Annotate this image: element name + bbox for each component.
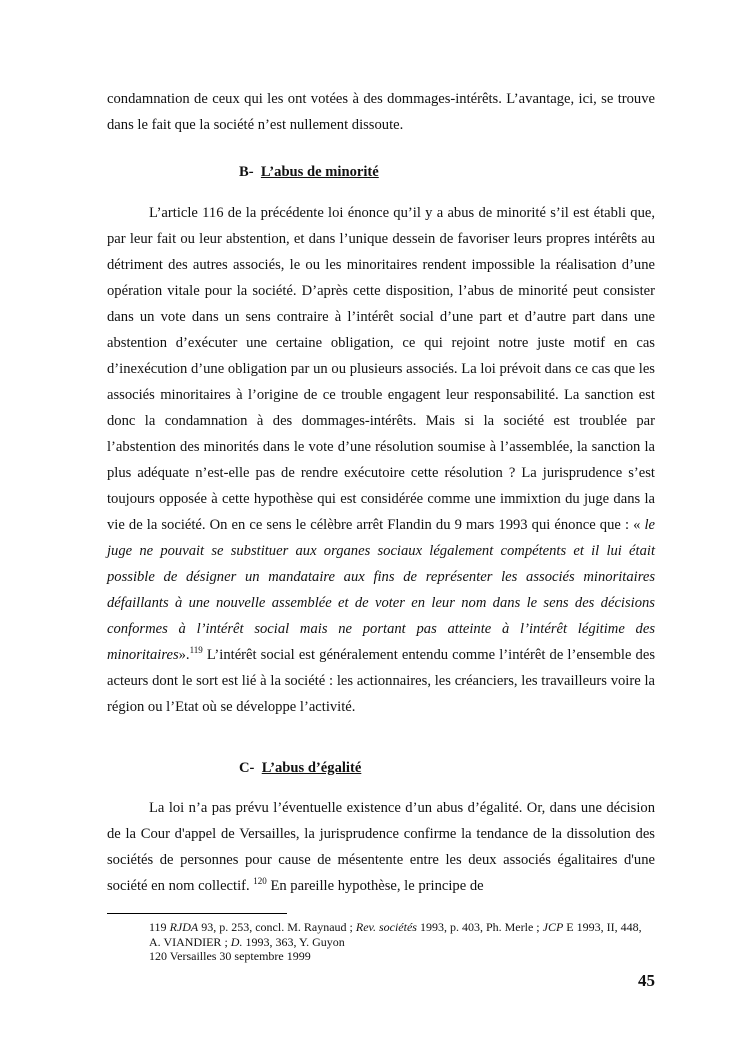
footnote-text: E 1993, II, 448, A. VIANDIER ; (149, 920, 642, 949)
footnote-source: Rev. sociétés (355, 920, 417, 934)
footnote-ref-119[interactable]: 119 (189, 645, 203, 656)
intro-paragraph: condamnation de ceux qui les ont votées à des dommages-intérêts. L’avantage, ici, se trouve dans le fait que la société n’est nullement dissoute. (107, 91, 655, 133)
footnote-120: 120 Versailles 30 septembre 1999 (149, 949, 311, 963)
quote-close: ». (178, 647, 190, 663)
section-b-text: L’article 116 de la précédente loi énonce qu’il y a abus de minorité s’il est établi que, par leur fait ou leur abstention, et dans l’unique dessein de favoriser leurs propres intérêts au détriment des autres associés, le ou les minoritaires rendent impossible la réalisation d’une opération vitale pour la société. D’après cette disposition, l’abus de minorité peut consister dans un vote dans un sens contraire à l’intérêt social d’une part et d’autre part dans une abstention d’exécuter une certaine obligation, ce qui rejoint notre juste motif en cas d’inexécution d’une obligation par un ou plusieurs associés. La loi prévoit dans ce cas que les associés minoritaires à l’origine de ce trouble engagent leur responsabilité. La sanction est donc la condamnation à des dommages-intérêts. Mais si la société est troublée par l’abstention des minorités dans le vote d’une résolution soumise à l’assemblée, la sanction la plus adéquate n’est-elle pas de rendre exécutoire cette résolution ? La jurisprudence s’est toujours opposée à cette hypothèse qui est considérée comme une immixtion du juge dans la vie de la société. On en ce sens le célèbre arrêt Flandin du 9 mars 1993 qui énonce que : « (107, 205, 655, 533)
flandin-quote: le juge ne pouvait se substituer aux organes sociaux légalement compétents et il lui était possible de désigner un mandataire aux fins de représenter les associés minoritaires défaillants à une nouvelle assemblée et de voter en leur nom dans le sens des décisions conformes à l’intérêt social mais ne portant pas atteinte à l’intérêt légitime des minoritaires (107, 517, 655, 663)
footnote-text: 93, p. 253, concl. M. Raynaud ; (198, 920, 356, 934)
section-c-text: La loi n’a pas prévu l’éventuelle existence d’un abus d’égalité. Or, dans une décision de la Cour d'appel de Versailles, la jurisprudence confirme la tendance de la dissolution des sociétés de personnes pour cause de mésentente entre les deux associés égalitaires d'une société en nom collectif. (107, 800, 655, 894)
section-c-letter: C- (239, 760, 255, 776)
section-c-heading (239, 760, 361, 777)
section-b-heading (239, 164, 379, 181)
section-c-paragraph (107, 795, 655, 899)
section-b-letter: B- (239, 164, 254, 180)
page-number: 45 (638, 971, 655, 990)
footnote-source: D. (230, 935, 243, 949)
footnote-119 (149, 920, 655, 950)
footnote-separator (107, 913, 287, 914)
footnote-text: 1993, 363, Y. Guyon (242, 935, 345, 949)
section-b-title: L’abus de minorité (260, 164, 379, 180)
footnote-text: 1993, p. 403, Ph. Merle ; (416, 920, 543, 934)
section-c-text-end: En pareille hypothèse, le principe de (266, 878, 484, 894)
section-c-title: L’abus d’égalité (261, 760, 362, 776)
footnote-source: RJDA (169, 920, 199, 934)
footnote-source: JCP (542, 920, 564, 934)
footnote-ref-120[interactable]: 120 (253, 876, 267, 887)
section-b-text-end: L’intérêt social est généralement entendu comme l’intérêt de l’ensemble des acteurs dont le sort est lié à la société : les actionnaires, les créanciers, les travailleurs voire la région ou l’Etat où se développe l’activité. (107, 647, 655, 715)
footnote-119-number: 119 (149, 920, 167, 934)
section-b-paragraph (107, 200, 655, 720)
